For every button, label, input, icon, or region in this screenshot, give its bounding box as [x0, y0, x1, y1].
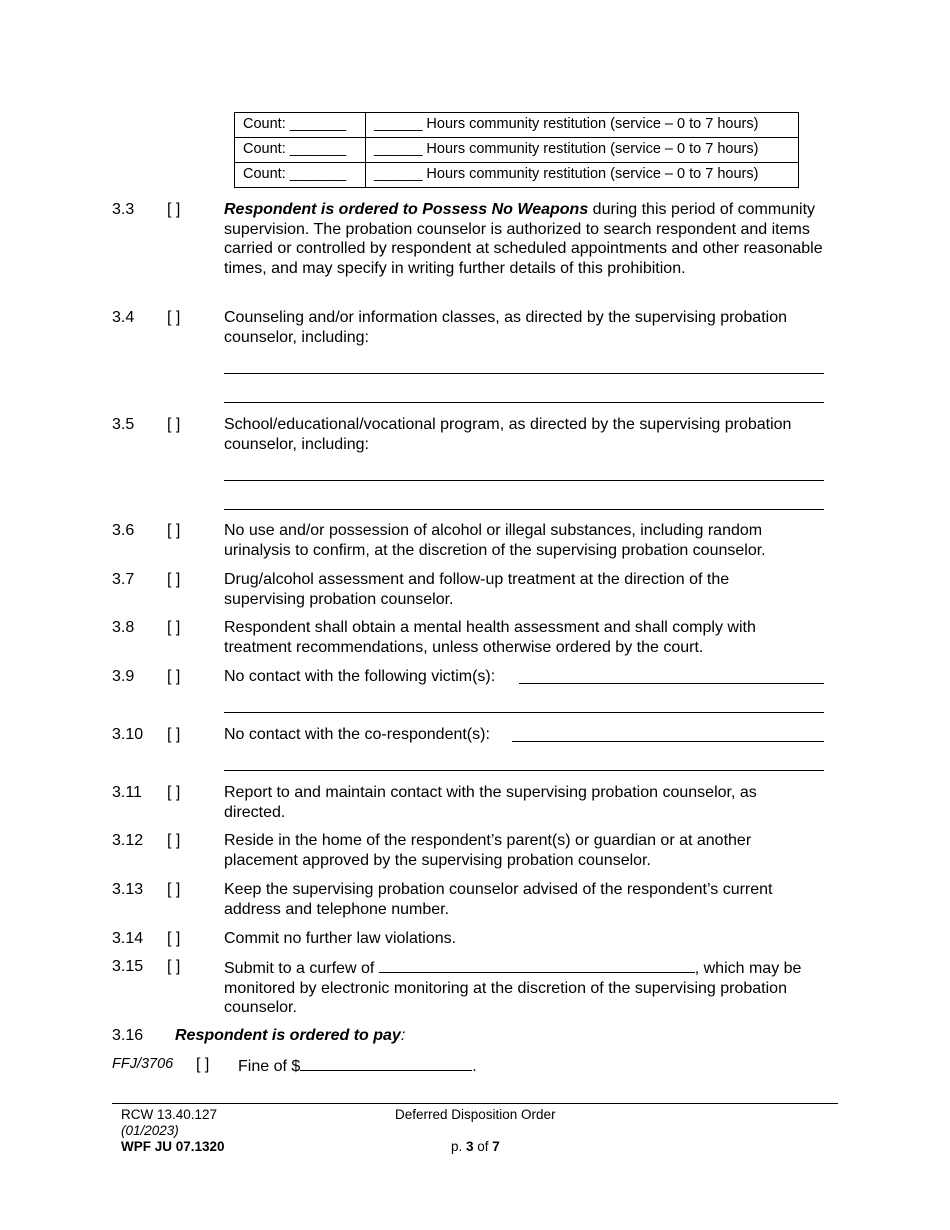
item-number: 3.13: [112, 881, 144, 898]
checkbox-3-15[interactable]: [ ]: [167, 958, 181, 975]
school-line-1[interactable]: [224, 480, 824, 481]
page-total: 7: [492, 1139, 500, 1154]
item-number: 3.11: [112, 784, 142, 801]
fine-end: .: [472, 1058, 477, 1075]
item-text-3-8: Respondent shall obtain a mental health assessment and shall comply with treatment recommendations, unless otherwise ordered by the court.: [224, 619, 756, 656]
counseling-line-1[interactable]: [224, 373, 824, 374]
hours-cell: ______ Hours community restitution (service – 0 to 7 hours): [366, 113, 799, 138]
item-number: 3.3: [112, 201, 135, 218]
checkbox-3-6[interactable]: [ ]: [167, 522, 181, 539]
school-line-2[interactable]: [224, 509, 824, 510]
checkbox-3-8[interactable]: [ ]: [167, 619, 181, 636]
item-number: 3.7: [112, 571, 135, 588]
hours-cell: ______ Hours community restitution (service – 0 to 7 hours): [366, 138, 799, 163]
checkbox-3-5[interactable]: [ ]: [167, 416, 181, 433]
table-row: [235, 163, 799, 188]
fine-code: FFJ/3706: [112, 1056, 174, 1072]
fine-amount-input[interactable]: [300, 1055, 472, 1071]
checkbox-3-13[interactable]: [ ]: [167, 881, 181, 898]
item-text-3-9: No contact with the following victim(s):: [224, 668, 496, 685]
count-cell: Count: _______: [235, 163, 366, 188]
fine-label: Fine of $: [238, 1058, 301, 1075]
checkbox-3-12[interactable]: [ ]: [167, 832, 181, 849]
page-current: 3: [466, 1139, 474, 1154]
item-number: 3.9: [112, 668, 135, 685]
checkbox-3-4[interactable]: [ ]: [167, 309, 181, 326]
checkbox-3-9[interactable]: [ ]: [167, 668, 181, 685]
fine-line: [238, 1055, 477, 1077]
footer-date: (01/2023): [121, 1123, 179, 1138]
restitution-table: [234, 112, 799, 188]
item-text-3-12: Reside in the home of the respondent’s parent(s) or guardian or at another placement approved by the supervising probation counselor.: [224, 832, 752, 869]
curfew-input-line[interactable]: [379, 957, 695, 973]
item-number: 3.5: [112, 416, 135, 433]
co-respondent-input-line[interactable]: [512, 741, 824, 742]
item-text-3-6: No use and/or possession of alcohol or illegal substances, including random urinalysis to confirm, at the discretion of the supervising probation counselor.: [224, 522, 766, 559]
item-number: 3.14: [112, 930, 144, 947]
count-cell: Count: _______: [235, 113, 366, 138]
footer-page-number: [451, 1139, 500, 1155]
item-text-3-5: School/educational/vocational program, as directed by the supervising probation counselor, including:: [224, 416, 792, 453]
pay-heading: [175, 1026, 405, 1046]
footer-divider: [112, 1103, 838, 1104]
table-row: [235, 138, 799, 163]
victim-line-2[interactable]: [224, 712, 824, 713]
item-text-3-10: No contact with the co-respondent(s):: [224, 726, 490, 743]
no-weapons-heading: Respondent is ordered to Possess No Weapons: [224, 201, 589, 218]
pay-heading-colon: :: [400, 1027, 406, 1044]
item-text-3-3: [224, 200, 832, 278]
item-number: 3.15: [112, 958, 144, 975]
curfew-text-after: , which may be monitored by electronic monitoring at the discretion of the supervising probation counselor.: [224, 960, 802, 1017]
item-number: 3.16: [112, 1027, 144, 1044]
item-number: 3.8: [112, 619, 135, 636]
counseling-line-2[interactable]: [224, 402, 824, 403]
checkbox-3-10[interactable]: [ ]: [167, 726, 181, 743]
checkbox-3-14[interactable]: [ ]: [167, 930, 181, 947]
checkbox-3-7[interactable]: [ ]: [167, 571, 181, 588]
footer-rcw: RCW 13.40.127: [121, 1107, 218, 1122]
item-text-3-11: Report to and maintain contact with the supervising probation counselor, as directed.: [224, 784, 757, 821]
footer-title: Deferred Disposition Order: [395, 1107, 556, 1122]
pay-heading-text: Respondent is ordered to pay: [175, 1027, 401, 1044]
count-cell: Count: _______: [235, 138, 366, 163]
page-prefix: p.: [451, 1139, 467, 1154]
checkbox-3-3[interactable]: [ ]: [167, 201, 181, 218]
item-number: 3.6: [112, 522, 135, 539]
victim-input-line[interactable]: [519, 683, 824, 684]
item-text-3-13: Keep the supervising probation counselor advised of the respondent’s current address and telephone number.: [224, 881, 773, 918]
item-text-3-4: Counseling and/or information classes, as directed by the supervising probation counselor, including:: [224, 309, 787, 346]
curfew-text-before: Submit to a curfew of: [224, 960, 379, 977]
item-number: 3.12: [112, 832, 144, 849]
no-weapons-text: during this period of community supervision. The probation counselor is authorized to search respondent and items carried or controlled by respondent at scheduled appointments and other reasonable times, and may specify in writing further details of this prohibition.: [224, 201, 823, 277]
item-text-3-14: Commit no further law violations.: [224, 930, 457, 947]
footer-form-number: WPF JU 07.1320: [121, 1139, 225, 1154]
checkbox-fine[interactable]: [ ]: [196, 1056, 210, 1073]
hours-cell: ______ Hours community restitution (service – 0 to 7 hours): [366, 163, 799, 188]
item-text-3-15: [224, 957, 832, 1018]
item-text-3-7: Drug/alcohol assessment and follow-up treatment at the direction of the supervising probation counselor.: [224, 571, 730, 608]
checkbox-3-11[interactable]: [ ]: [167, 784, 181, 801]
co-respondent-line-2[interactable]: [224, 770, 824, 771]
item-number: 3.10: [112, 726, 144, 743]
table-row: [235, 113, 799, 138]
page-of: of: [473, 1139, 493, 1154]
item-number: 3.4: [112, 309, 135, 326]
